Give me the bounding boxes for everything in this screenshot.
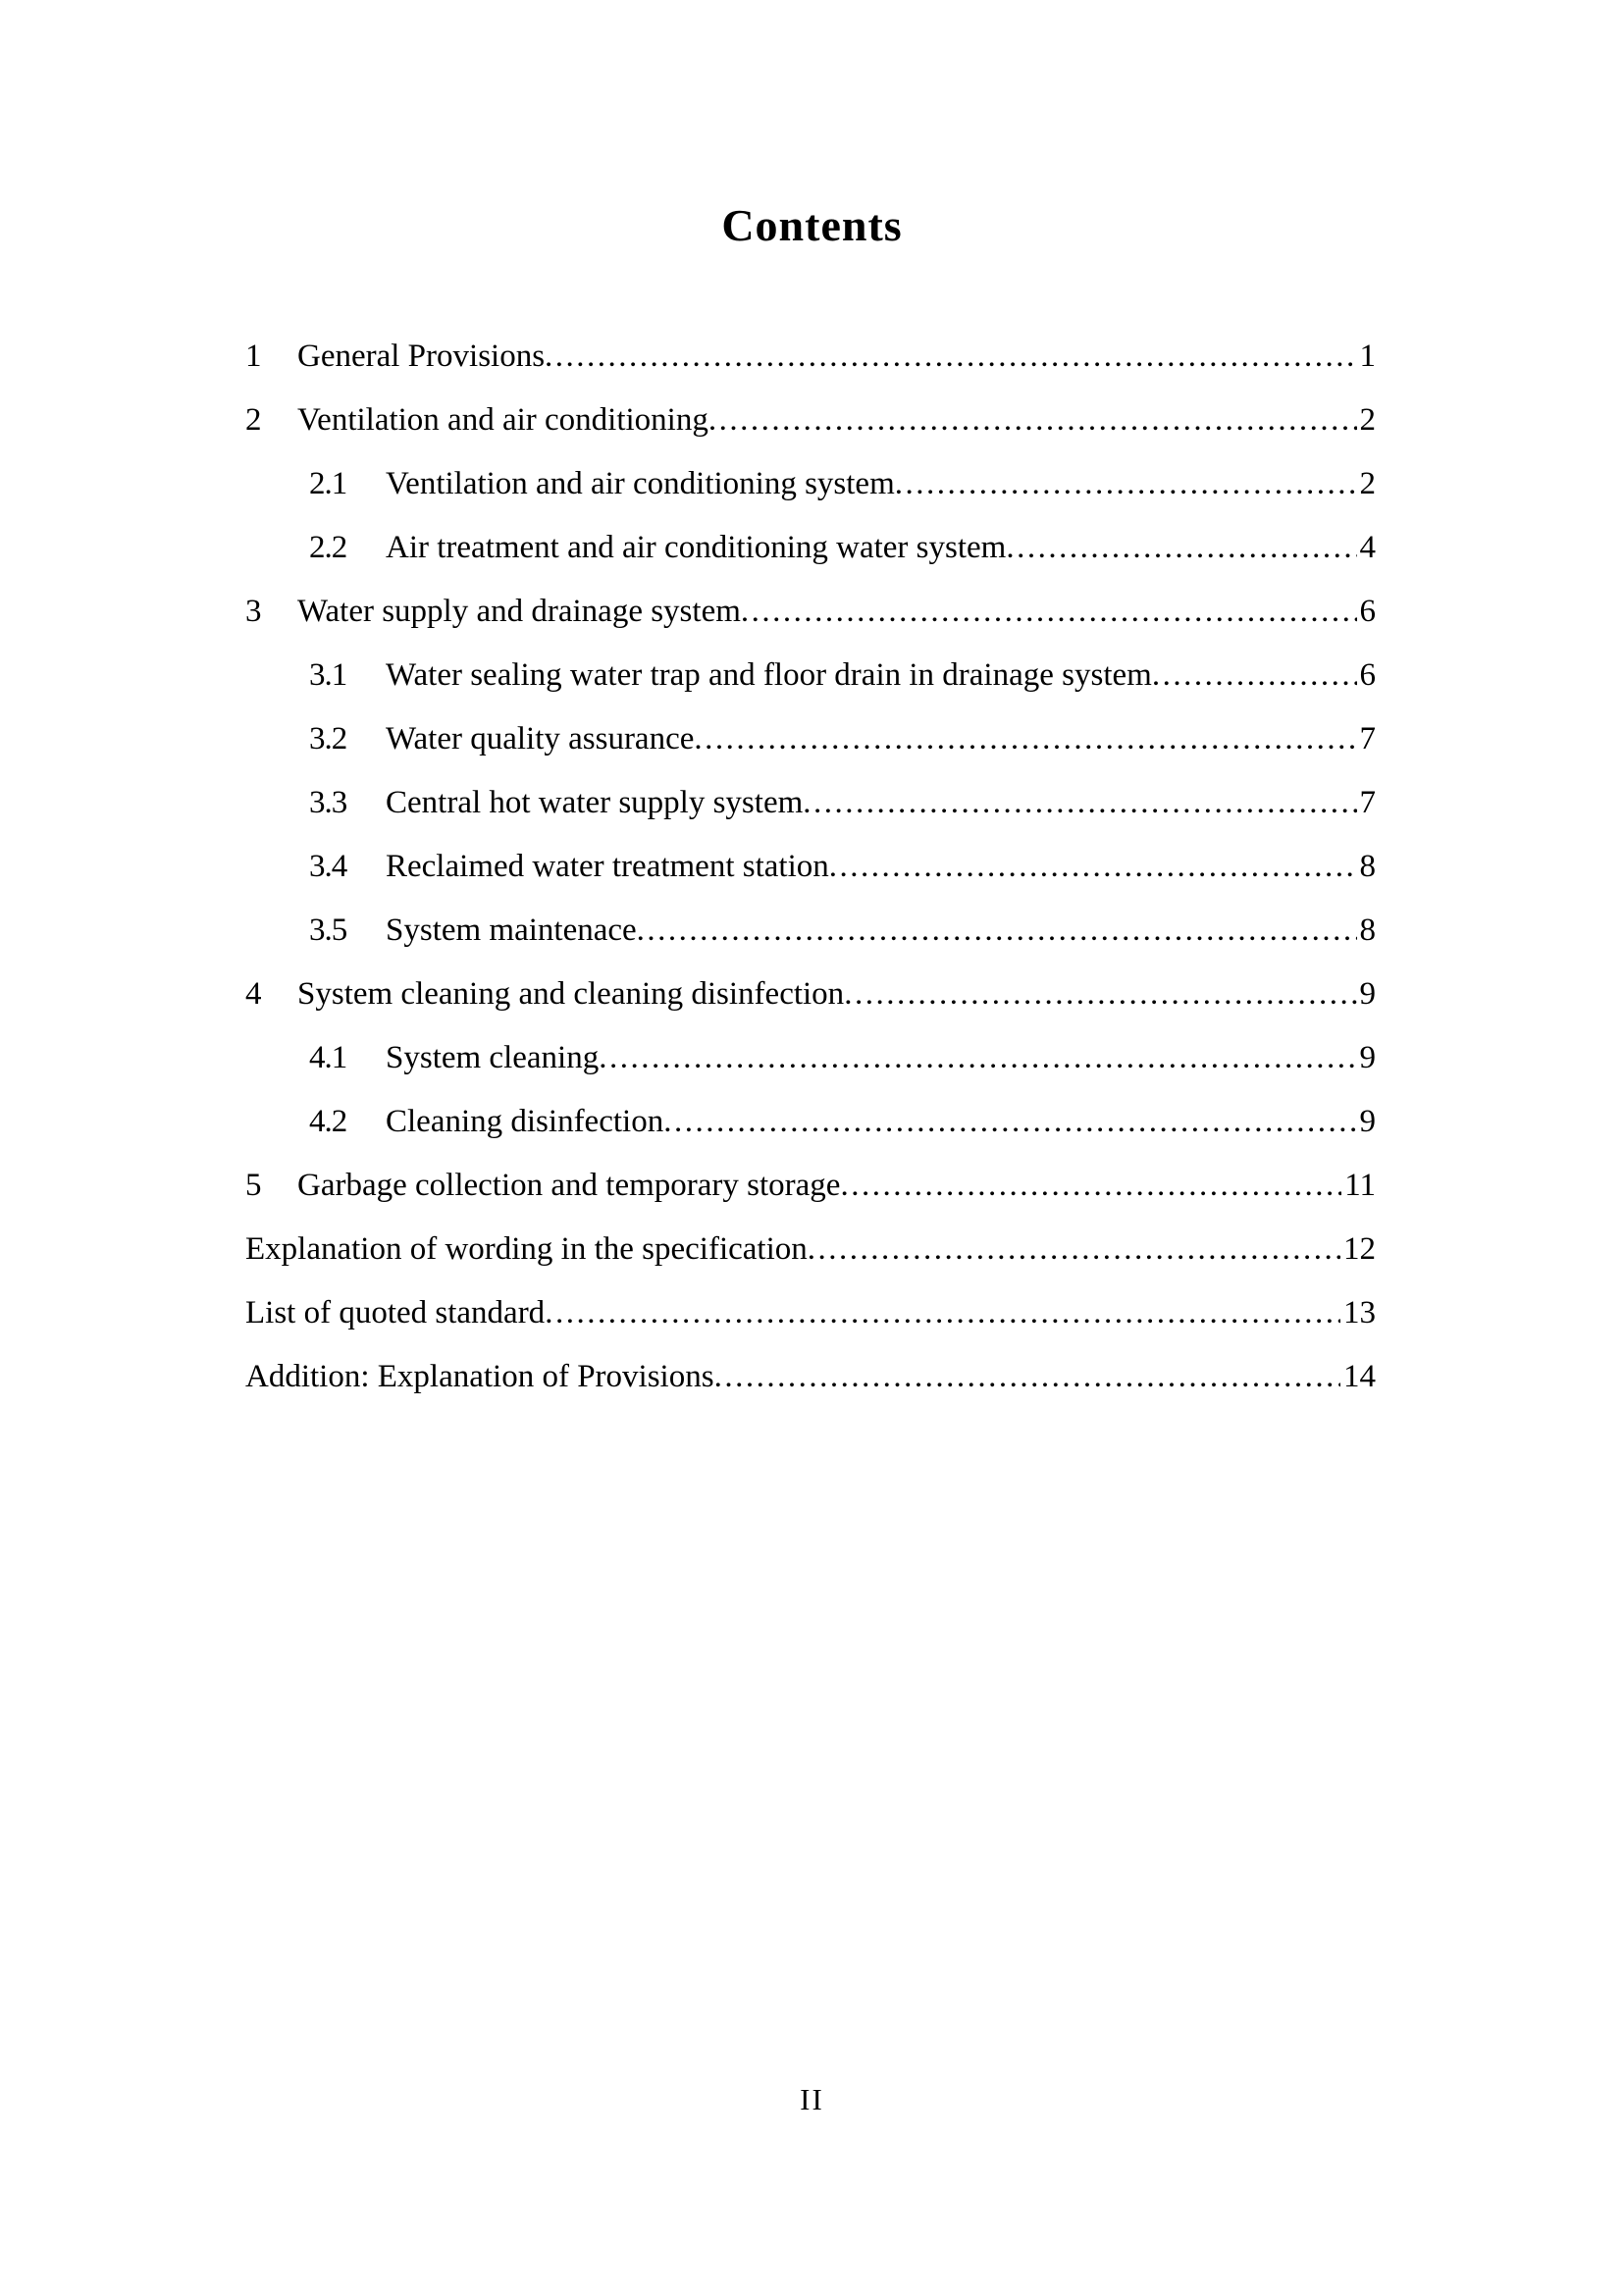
toc-entry-number: 3.4 bbox=[309, 849, 347, 884]
dot-leader bbox=[844, 971, 1356, 1017]
dot-leader bbox=[1006, 525, 1356, 570]
page-number-footer: II bbox=[800, 2082, 824, 2116]
dot-leader bbox=[803, 780, 1356, 825]
toc-entry-system-cleaning[interactable] bbox=[245, 1035, 1376, 1099]
toc-entry-number: 2.2 bbox=[309, 530, 347, 565]
toc-entry-label: General Provisions bbox=[297, 339, 546, 374]
table-of-contents bbox=[245, 334, 1376, 1418]
toc-entry-number: 3 bbox=[245, 594, 261, 629]
toc-entry-label: Central hot water supply system bbox=[386, 785, 804, 820]
toc-entry-page: 8 bbox=[1359, 849, 1376, 884]
toc-entry-label: Ventilation and air conditioning bbox=[297, 402, 708, 438]
toc-entry-page: 1 bbox=[1359, 339, 1376, 374]
dot-leader bbox=[599, 1035, 1356, 1080]
toc-entry-water-sealing[interactable] bbox=[245, 652, 1376, 716]
dot-leader bbox=[741, 589, 1357, 634]
toc-entry-page: 9 bbox=[1359, 976, 1376, 1012]
toc-entry-page: 9 bbox=[1359, 1040, 1376, 1075]
toc-entry-label: Garbage collection and temporary storage bbox=[297, 1168, 841, 1203]
toc-entry-page: 6 bbox=[1359, 594, 1376, 629]
toc-entry-page: 11 bbox=[1344, 1168, 1376, 1203]
toc-entry-page: 7 bbox=[1359, 785, 1376, 820]
toc-entry-cleaning-disinfection[interactable] bbox=[245, 1099, 1376, 1163]
toc-entry-number: 4.1 bbox=[309, 1040, 347, 1075]
toc-entry-page: 6 bbox=[1359, 657, 1376, 693]
toc-entry-label: Explanation of wording in the specification bbox=[245, 1231, 808, 1267]
toc-entry-explanation-of-wording[interactable] bbox=[245, 1226, 1376, 1290]
toc-entry-system-maintenance[interactable] bbox=[245, 908, 1376, 971]
toc-entry-page: 8 bbox=[1359, 913, 1376, 948]
dot-leader bbox=[708, 397, 1357, 443]
dot-leader bbox=[694, 716, 1356, 761]
toc-entry-number: 2 bbox=[245, 402, 261, 438]
toc-entry-number: 3.3 bbox=[309, 785, 347, 820]
toc-entry-page: 14 bbox=[1343, 1359, 1376, 1394]
dot-leader bbox=[808, 1226, 1340, 1272]
dot-leader bbox=[637, 908, 1357, 953]
toc-entry-label: Air treatment and air conditioning water system bbox=[386, 530, 1007, 565]
toc-entry-page: 2 bbox=[1359, 402, 1376, 438]
toc-entry-number: 3.5 bbox=[309, 913, 347, 948]
toc-entry-label: System cleaning and cleaning disinfection bbox=[297, 976, 845, 1012]
toc-entry-list-of-quoted-standard[interactable] bbox=[245, 1290, 1376, 1354]
toc-entry-label: Water sealing water trap and floor drain in drainage system bbox=[386, 657, 1152, 693]
toc-entry-label: Ventilation and air conditioning system bbox=[386, 466, 895, 501]
dot-leader bbox=[840, 1163, 1341, 1208]
dot-leader bbox=[545, 334, 1356, 379]
toc-entry-general-provisions[interactable] bbox=[245, 334, 1376, 397]
toc-entry-central-hot-water[interactable] bbox=[245, 780, 1376, 844]
toc-entry-system-cleaning-disinfection[interactable] bbox=[245, 971, 1376, 1035]
toc-entry-addition-explanation-of-provisions[interactable] bbox=[245, 1354, 1376, 1418]
toc-entry-page: 13 bbox=[1343, 1295, 1376, 1330]
toc-entry-water-quality[interactable] bbox=[245, 716, 1376, 780]
toc-entry-page: 4 bbox=[1359, 530, 1376, 565]
toc-entry-label: Water quality assurance bbox=[386, 721, 695, 756]
toc-entry-number: 1 bbox=[245, 339, 261, 374]
dot-leader bbox=[829, 844, 1357, 889]
dot-leader bbox=[545, 1290, 1340, 1335]
toc-entry-page: 12 bbox=[1343, 1231, 1376, 1267]
toc-entry-label: Water supply and drainage system bbox=[297, 594, 741, 629]
toc-entry-page: 2 bbox=[1359, 466, 1376, 501]
toc-entry-number: 5 bbox=[245, 1168, 261, 1203]
toc-entry-number: 4.2 bbox=[309, 1104, 347, 1139]
toc-entry-number: 3.1 bbox=[309, 657, 347, 693]
toc-entry-label: System cleaning bbox=[386, 1040, 600, 1075]
toc-entry-label: List of quoted standard bbox=[245, 1295, 546, 1330]
dot-leader bbox=[1152, 652, 1357, 698]
dot-leader bbox=[663, 1099, 1356, 1144]
dot-leader bbox=[895, 461, 1357, 506]
page-title: Contents bbox=[721, 200, 903, 250]
toc-entry-label: System maintenace bbox=[386, 913, 637, 948]
toc-entry-label: Cleaning disinfection bbox=[386, 1104, 664, 1139]
toc-entry-ventilation-air-conditioning[interactable] bbox=[245, 397, 1376, 461]
toc-entry-page: 9 bbox=[1359, 1104, 1376, 1139]
toc-entry-number: 3.2 bbox=[309, 721, 347, 756]
toc-entry-ventilation-system[interactable] bbox=[245, 461, 1376, 525]
toc-entry-number: 2.1 bbox=[309, 466, 347, 501]
dot-leader bbox=[714, 1354, 1340, 1399]
toc-entry-label: Reclaimed water treatment station bbox=[386, 849, 829, 884]
toc-entry-air-treatment[interactable] bbox=[245, 525, 1376, 589]
toc-entry-label: Addition: Explanation of Provisions bbox=[245, 1359, 714, 1394]
toc-entry-garbage-collection[interactable] bbox=[245, 1163, 1376, 1226]
toc-entry-reclaimed-water[interactable] bbox=[245, 844, 1376, 908]
toc-entry-page: 7 bbox=[1359, 721, 1376, 756]
toc-entry-water-supply-drainage[interactable] bbox=[245, 589, 1376, 652]
toc-entry-number: 4 bbox=[245, 976, 261, 1012]
